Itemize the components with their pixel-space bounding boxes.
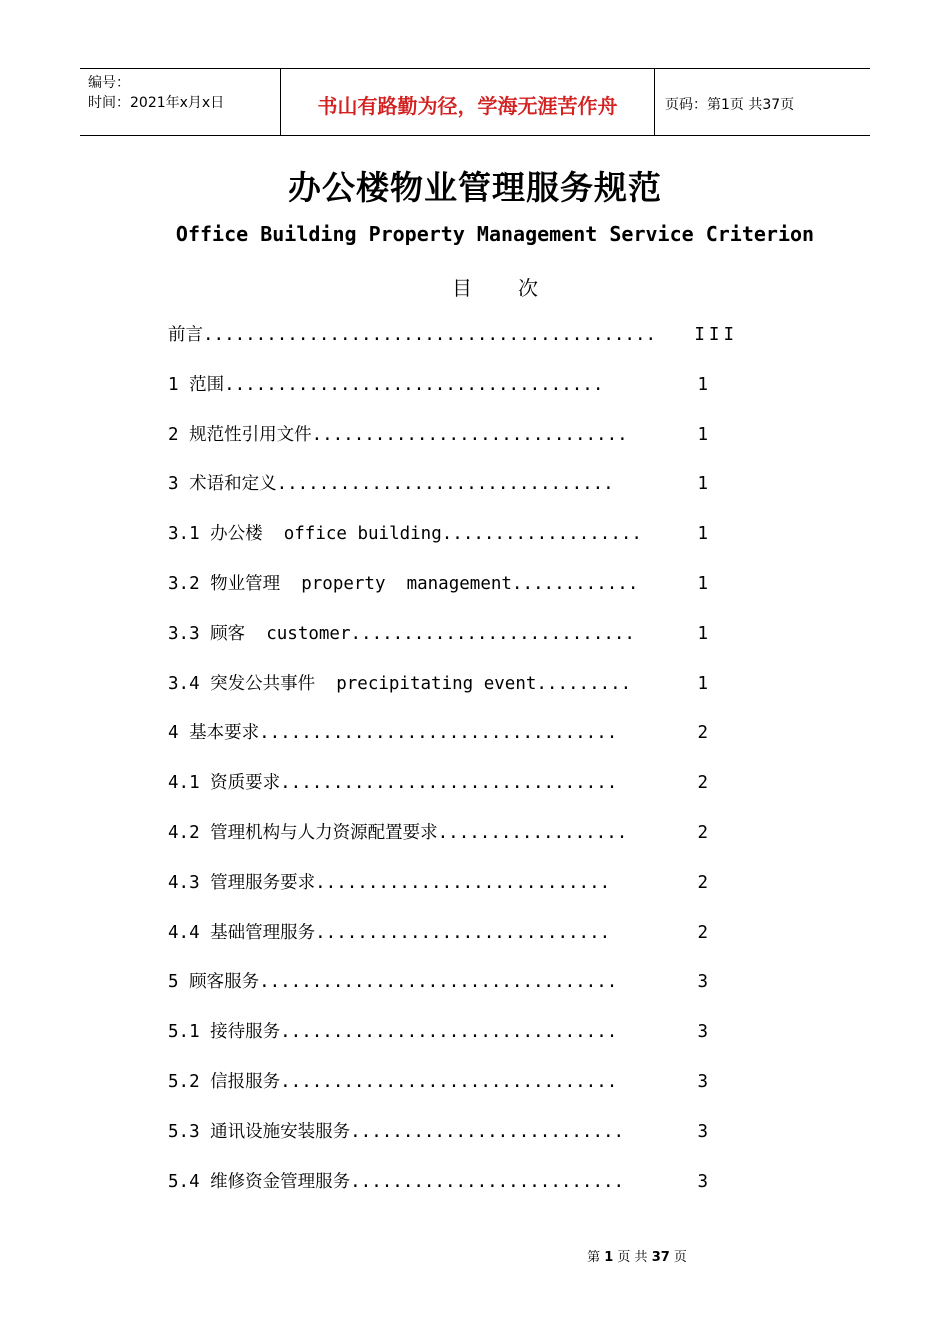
toc-heading-right: 次 — [518, 276, 538, 300]
toc-entry-text: 5.2 信报服务................................ — [168, 1071, 618, 1092]
toc-entry-page: 1 — [697, 673, 708, 694]
footer-page-number: 1 — [604, 1250, 614, 1265]
toc-entry[interactable] — [168, 1117, 738, 1167]
toc-entry[interactable] — [168, 768, 738, 818]
toc-entry-text: 3.3 顾客 customer........................... — [168, 623, 635, 644]
toc-entry-text: 3.4 突发公共事件 precipitating event......... — [168, 673, 632, 694]
toc-entry[interactable] — [168, 918, 738, 968]
toc-entry-page: 1 — [697, 424, 708, 445]
toc-entry-page: 2 — [697, 922, 708, 943]
toc-heading-left: 目 — [452, 276, 472, 300]
toc-entry-page: 3 — [697, 1071, 708, 1092]
toc-entry[interactable] — [168, 320, 738, 370]
toc-entry-text: 4.3 管理服务要求............................ — [168, 872, 611, 893]
toc-entry-page: 3 — [697, 972, 708, 993]
toc-entry-text: 前言........................................... — [168, 325, 657, 345]
toc-entry[interactable] — [168, 370, 738, 420]
toc-entry[interactable] — [168, 868, 738, 918]
toc-entry-page: 2 — [697, 723, 708, 744]
header-motto: 书山有路勤为径，学海无涯苦作舟 — [281, 69, 655, 135]
time-label: 时间：2021年x月x日 — [88, 95, 225, 111]
footer-mid: 页 共 — [617, 1250, 648, 1265]
toc-entry-text: 4 基本要求.................................. — [168, 723, 618, 744]
table-of-contents — [168, 320, 738, 1216]
toc-entry[interactable] — [168, 1017, 738, 1067]
toc-entry[interactable] — [168, 718, 738, 768]
toc-entry-page: 1 — [697, 374, 708, 395]
toc-entry-page: III — [694, 325, 738, 345]
toc-entry-text: 3.1 办公楼 office building................... — [168, 524, 642, 545]
toc-entry-text: 4.4 基础管理服务............................ — [168, 922, 611, 943]
document-title: 办公楼物业管理服务规范 — [288, 168, 662, 207]
toc-entry-text: 4.1 资质要求................................ — [168, 773, 618, 794]
toc-entry[interactable] — [168, 818, 738, 868]
toc-entry-text: 3.2 物业管理 property management............ — [168, 573, 639, 594]
header-page-info: 页码：第1页 共37页 — [665, 97, 795, 113]
toc-entry-page: 2 — [697, 872, 708, 893]
toc-entry-page: 1 — [697, 474, 708, 495]
toc-entry-text: 5.1 接待服务................................ — [168, 1022, 618, 1043]
toc-entry-page: 2 — [697, 822, 708, 843]
toc-entry-page: 3 — [697, 1121, 708, 1142]
toc-entry-text: 5.3 通讯设施安装服务.......................... — [168, 1121, 625, 1142]
toc-heading — [0, 272, 950, 301]
toc-entry-text: 2 规范性引用文件.............................. — [168, 424, 628, 445]
toc-entry[interactable] — [168, 569, 738, 619]
toc-entry-page: 1 — [697, 524, 708, 545]
toc-entry[interactable] — [168, 967, 738, 1017]
toc-entry[interactable] — [168, 1167, 738, 1217]
toc-entry[interactable] — [168, 519, 738, 569]
toc-entry[interactable] — [168, 469, 738, 519]
toc-entry-page: 2 — [697, 773, 708, 794]
document-header — [80, 68, 870, 136]
footer-suffix: 页 — [673, 1250, 687, 1265]
toc-entry-text: 5 顾客服务.................................. — [168, 972, 618, 993]
toc-entry[interactable] — [168, 669, 738, 719]
footer-prefix: 第 — [587, 1250, 601, 1265]
header-meta — [80, 69, 281, 135]
toc-entry-page: 1 — [697, 573, 708, 594]
page-footer — [0, 1246, 950, 1265]
number-label: 编号： — [88, 75, 130, 91]
toc-entry-text: 3 术语和定义................................ — [168, 474, 614, 495]
footer-total-pages: 37 — [651, 1250, 670, 1265]
toc-entry[interactable] — [168, 619, 738, 669]
toc-entry[interactable] — [168, 1067, 738, 1117]
toc-entry-page: 1 — [697, 623, 708, 644]
toc-entry-text: 5.4 维修资金管理服务.......................... — [168, 1171, 625, 1192]
toc-entry-text: 4.2 管理机构与人力资源配置要求.................. — [168, 822, 628, 843]
toc-entry-page: 3 — [697, 1022, 708, 1043]
toc-entry-text: 1 范围.................................... — [168, 374, 604, 395]
toc-entry-page: 3 — [697, 1171, 708, 1192]
toc-entry[interactable] — [168, 420, 738, 470]
document-subtitle: Office Building Property Management Service Criterion — [175, 222, 815, 246]
